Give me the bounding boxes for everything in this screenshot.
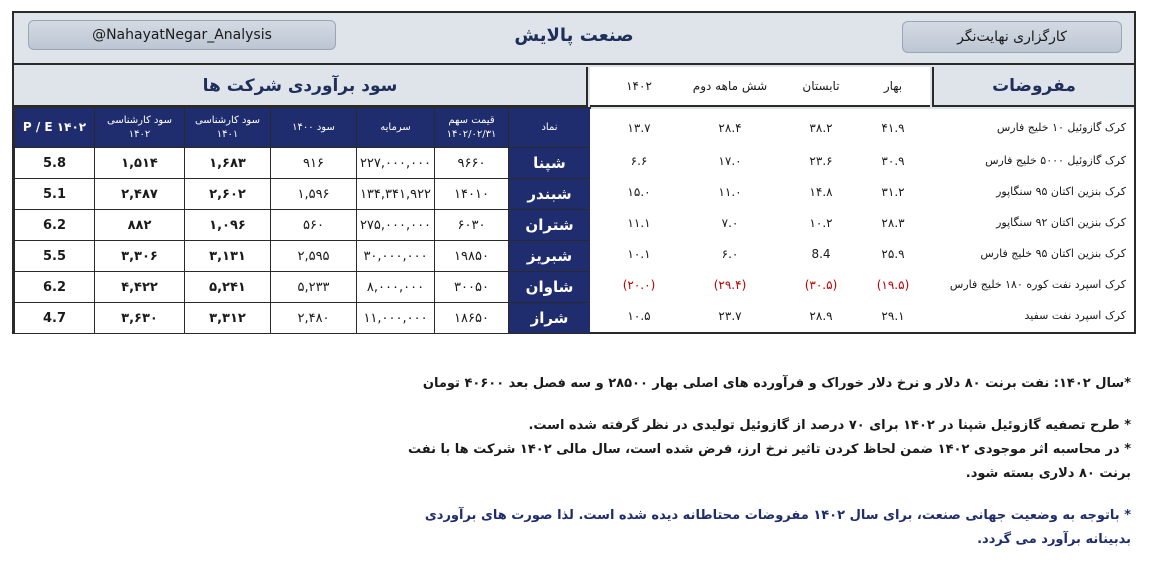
cell-e1400: ۲,۴۸۰ <box>271 303 357 334</box>
cell-e1401: ۱,۶۸۳ <box>185 148 271 179</box>
cell-pe: 5.8 <box>15 148 95 179</box>
col-header-e1402: سود کارشناسی ۱۴۰۲ <box>95 108 185 148</box>
cell-capital: ۳۰,۰۰۰,۰۰۰ <box>357 241 435 272</box>
cell-capital: ۱۳۴,۳۴۱,۹۲۲ <box>357 179 435 210</box>
brand-text: کارگزاری نهایت‌نگر <box>957 29 1067 45</box>
col-header-e1400: سود ۱۴۰۰ <box>271 108 357 148</box>
cell-capital: ۱۱,۰۰۰,۰۰۰ <box>357 303 435 334</box>
cell-e1400: ۹۱۶ <box>271 148 357 179</box>
cell-e1402: ۱,۵۱۴ <box>95 148 185 179</box>
companies-section-title: سود برآوردی شرکت ها <box>14 67 588 107</box>
assumption-row <box>590 208 1134 239</box>
note-conservative-1: * باتوجه به وضعیت جهانی صنعت، برای سال ۱۴۰۲ مفروضات محتاطانه دیده شده است. لذا صورت های برآوردی <box>424 508 1131 524</box>
cell-price: ۱۴۰۱۰ <box>435 179 509 210</box>
brand-badge <box>902 21 1122 53</box>
note-conservative-2: بدبینانه برآورد می گردد. <box>977 532 1131 548</box>
cell-symbol: شبریز <box>509 241 591 272</box>
assumption-row <box>590 177 1134 208</box>
assumptions-table <box>590 109 1134 332</box>
cell-summer: ۱۰.۲ <box>809 216 833 230</box>
cell-capital: ۸,۰۰۰,۰۰۰ <box>357 272 435 303</box>
cell-price: ۳۰۰۵۰ <box>435 272 509 303</box>
cell-e1402: ۸۸۲ <box>95 210 185 241</box>
col-header-price: قیمت سهم ۱۴۰۲/۰۲/۳۱ <box>435 108 509 148</box>
cell-summer: ۲۸.۹ <box>809 309 833 323</box>
assumptions-column-headers <box>590 67 930 107</box>
cell-1402: ۱۱.۱ <box>627 216 651 230</box>
note-inventory-2: برنت ۸۰ دلاری بسته شود. <box>965 466 1131 482</box>
cell-pe: 6.2 <box>15 210 95 241</box>
assume-col-1402: ۱۴۰۲ <box>626 79 652 93</box>
cell-price: ۹۶۶۰ <box>435 148 509 179</box>
note-diesel-treatment: * طرح تصفیه گازوئیل شپنا در ۱۴۰۲ برای ۷۰ درصد از گازوئیل تولیدی در نظر گرفته شده است. <box>528 418 1131 434</box>
col-header-pe: P / E ۱۴۰۲ <box>15 108 95 148</box>
table-row <box>15 303 591 334</box>
cell-e1401: ۲,۶۰۲ <box>185 179 271 210</box>
cell-summer: (۳۰.۵) <box>804 278 838 292</box>
cell-e1402: ۲,۴۸۷ <box>95 179 185 210</box>
handle-text: @NahayatNegar_Analysis <box>92 27 272 43</box>
table-row <box>15 210 591 241</box>
cell-1402: ۱۰.۱ <box>627 247 651 261</box>
cell-e1400: ۵,۲۳۳ <box>271 272 357 303</box>
footnotes <box>21 372 1131 552</box>
cell-e1402: ۳,۳۰۶ <box>95 241 185 272</box>
cell-1402: (۲۰.۰) <box>622 278 656 292</box>
cell-spring: ۳۰.۹ <box>881 154 905 168</box>
cell-spring: ۲۹.۱ <box>881 309 905 323</box>
cell-e1400: ۵۶۰ <box>271 210 357 241</box>
cell-spring: ۲۵.۹ <box>881 247 905 261</box>
assumption-row <box>590 146 1134 177</box>
main-frame <box>12 11 1136 334</box>
cell-e1401: ۳,۱۳۱ <box>185 241 271 272</box>
cell-e1400: ۱,۵۹۶ <box>271 179 357 210</box>
cell-symbol: شپنا <box>509 148 591 179</box>
assume-col-h2: شش ماهه دوم <box>692 79 768 93</box>
col-header-symbol: نماد <box>509 108 591 148</box>
cell-capital: ۲۲۷,۰۰۰,۰۰۰ <box>357 148 435 179</box>
cell-h2: ۱۱.۰ <box>718 185 742 199</box>
cell-h2: ۲۸.۴ <box>718 121 742 135</box>
cell-pe: 5.1 <box>15 179 95 210</box>
cell-h2: ۶.۰ <box>721 247 739 261</box>
assumption-label: کرک گازوئیل ۵۰۰۰ خلیج فارس <box>985 154 1126 167</box>
cell-summer: 8.4 <box>811 247 831 261</box>
cell-e1400: ۲,۵۹۵ <box>271 241 357 272</box>
cell-price: ۱۸۶۵۰ <box>435 303 509 334</box>
cell-h2: ۲۳.۷ <box>718 309 742 323</box>
cell-e1402: ۳,۶۳۰ <box>95 303 185 334</box>
cell-summer: ۳۸.۲ <box>809 121 833 135</box>
cell-symbol: شراز <box>509 303 591 334</box>
assumption-label: کرک بنزین اکتان ۹۲ سنگاپور <box>996 216 1126 229</box>
table-row <box>15 241 591 272</box>
note-oil-price: *سال ۱۴۰۲: نفت برنت ۸۰ دلار و نرخ دلار خوراک و فرآورده های اصلی بهار ۲۸۵۰۰ و سه فصل بعد ۴۰۶۰۰ تومان <box>422 376 1131 391</box>
cell-capital: ۲۷۵,۰۰۰,۰۰۰ <box>357 210 435 241</box>
table-row <box>15 272 591 303</box>
table-row <box>15 148 591 179</box>
assumption-row <box>590 113 1134 144</box>
cell-symbol: شاوان <box>509 272 591 303</box>
assume-col-summer: تابستان <box>802 79 840 93</box>
assumptions-section-title: مفروضات <box>932 67 1134 107</box>
cell-1402: ۱۵.۰ <box>627 185 651 199</box>
cell-e1402: ۴,۴۲۲ <box>95 272 185 303</box>
cell-e1401: ۵,۲۴۱ <box>185 272 271 303</box>
cell-symbol: شتران <box>509 210 591 241</box>
cell-h2: ۷.۰ <box>721 216 739 230</box>
note-inventory-1: * در محاسبه اثر موجودی ۱۴۰۲ ضمن لحاظ کردن تاثیر نرخ ارز، فرض شده است، سال مالی ۱۴۰۲ شرکت ها با نفت <box>407 442 1131 458</box>
cell-spring: ۳۱.۲ <box>881 185 905 199</box>
cell-summer: ۲۳.۶ <box>809 154 833 168</box>
assumption-label: کرک اسپرد نفت سفید <box>1024 309 1126 322</box>
assumption-label: کرک اسپرد نفت کوره ۱۸۰ خلیج فارس <box>949 278 1126 291</box>
cell-e1401: ۳,۳۱۲ <box>185 303 271 334</box>
handle-badge <box>28 20 336 50</box>
assumption-row <box>590 270 1134 301</box>
assumption-row <box>590 239 1134 270</box>
cell-spring: ۲۸.۳ <box>881 216 905 230</box>
cell-symbol: شبندر <box>509 179 591 210</box>
cell-spring: (۱۹.۵) <box>876 278 910 292</box>
cell-pe: 4.7 <box>15 303 95 334</box>
cell-h2: (۲۹.۴) <box>713 278 747 292</box>
cell-pe: 5.5 <box>15 241 95 272</box>
assumption-row <box>590 301 1134 332</box>
cell-summer: ۱۴.۸ <box>809 185 833 199</box>
cell-1402: ۱۳.۷ <box>627 121 651 135</box>
cell-h2: ۱۷.۰ <box>718 154 742 168</box>
cell-price: ۱۹۸۵۰ <box>435 241 509 272</box>
page-title: صنعت پالایش <box>514 25 634 46</box>
col-header-capital: سرمایه <box>357 108 435 148</box>
cell-price: ۶۰۳۰ <box>435 210 509 241</box>
cell-e1401: ۱,۰۹۶ <box>185 210 271 241</box>
assumption-label: کرک بنزین اکتان ۹۵ سنگاپور <box>996 185 1126 198</box>
cell-pe: 6.2 <box>15 272 95 303</box>
cell-1402: ۱۰.۵ <box>627 309 651 323</box>
cell-1402: ۶.۶ <box>630 154 648 168</box>
companies-table <box>14 107 591 334</box>
assume-col-spring: بهار <box>883 79 903 93</box>
cell-spring: ۴۱.۹ <box>881 121 905 135</box>
assumption-label: کرک بنزین اکتان ۹۵ خلیج فارس <box>980 247 1126 260</box>
assumption-label: کرک گازوئیل ۱۰ خلیج فارس <box>996 121 1126 134</box>
col-header-e1401: سود کارشناسی ۱۴۰۱ <box>185 108 271 148</box>
table-row <box>15 179 591 210</box>
companies-header-row <box>15 108 591 148</box>
top-header <box>14 13 1134 65</box>
